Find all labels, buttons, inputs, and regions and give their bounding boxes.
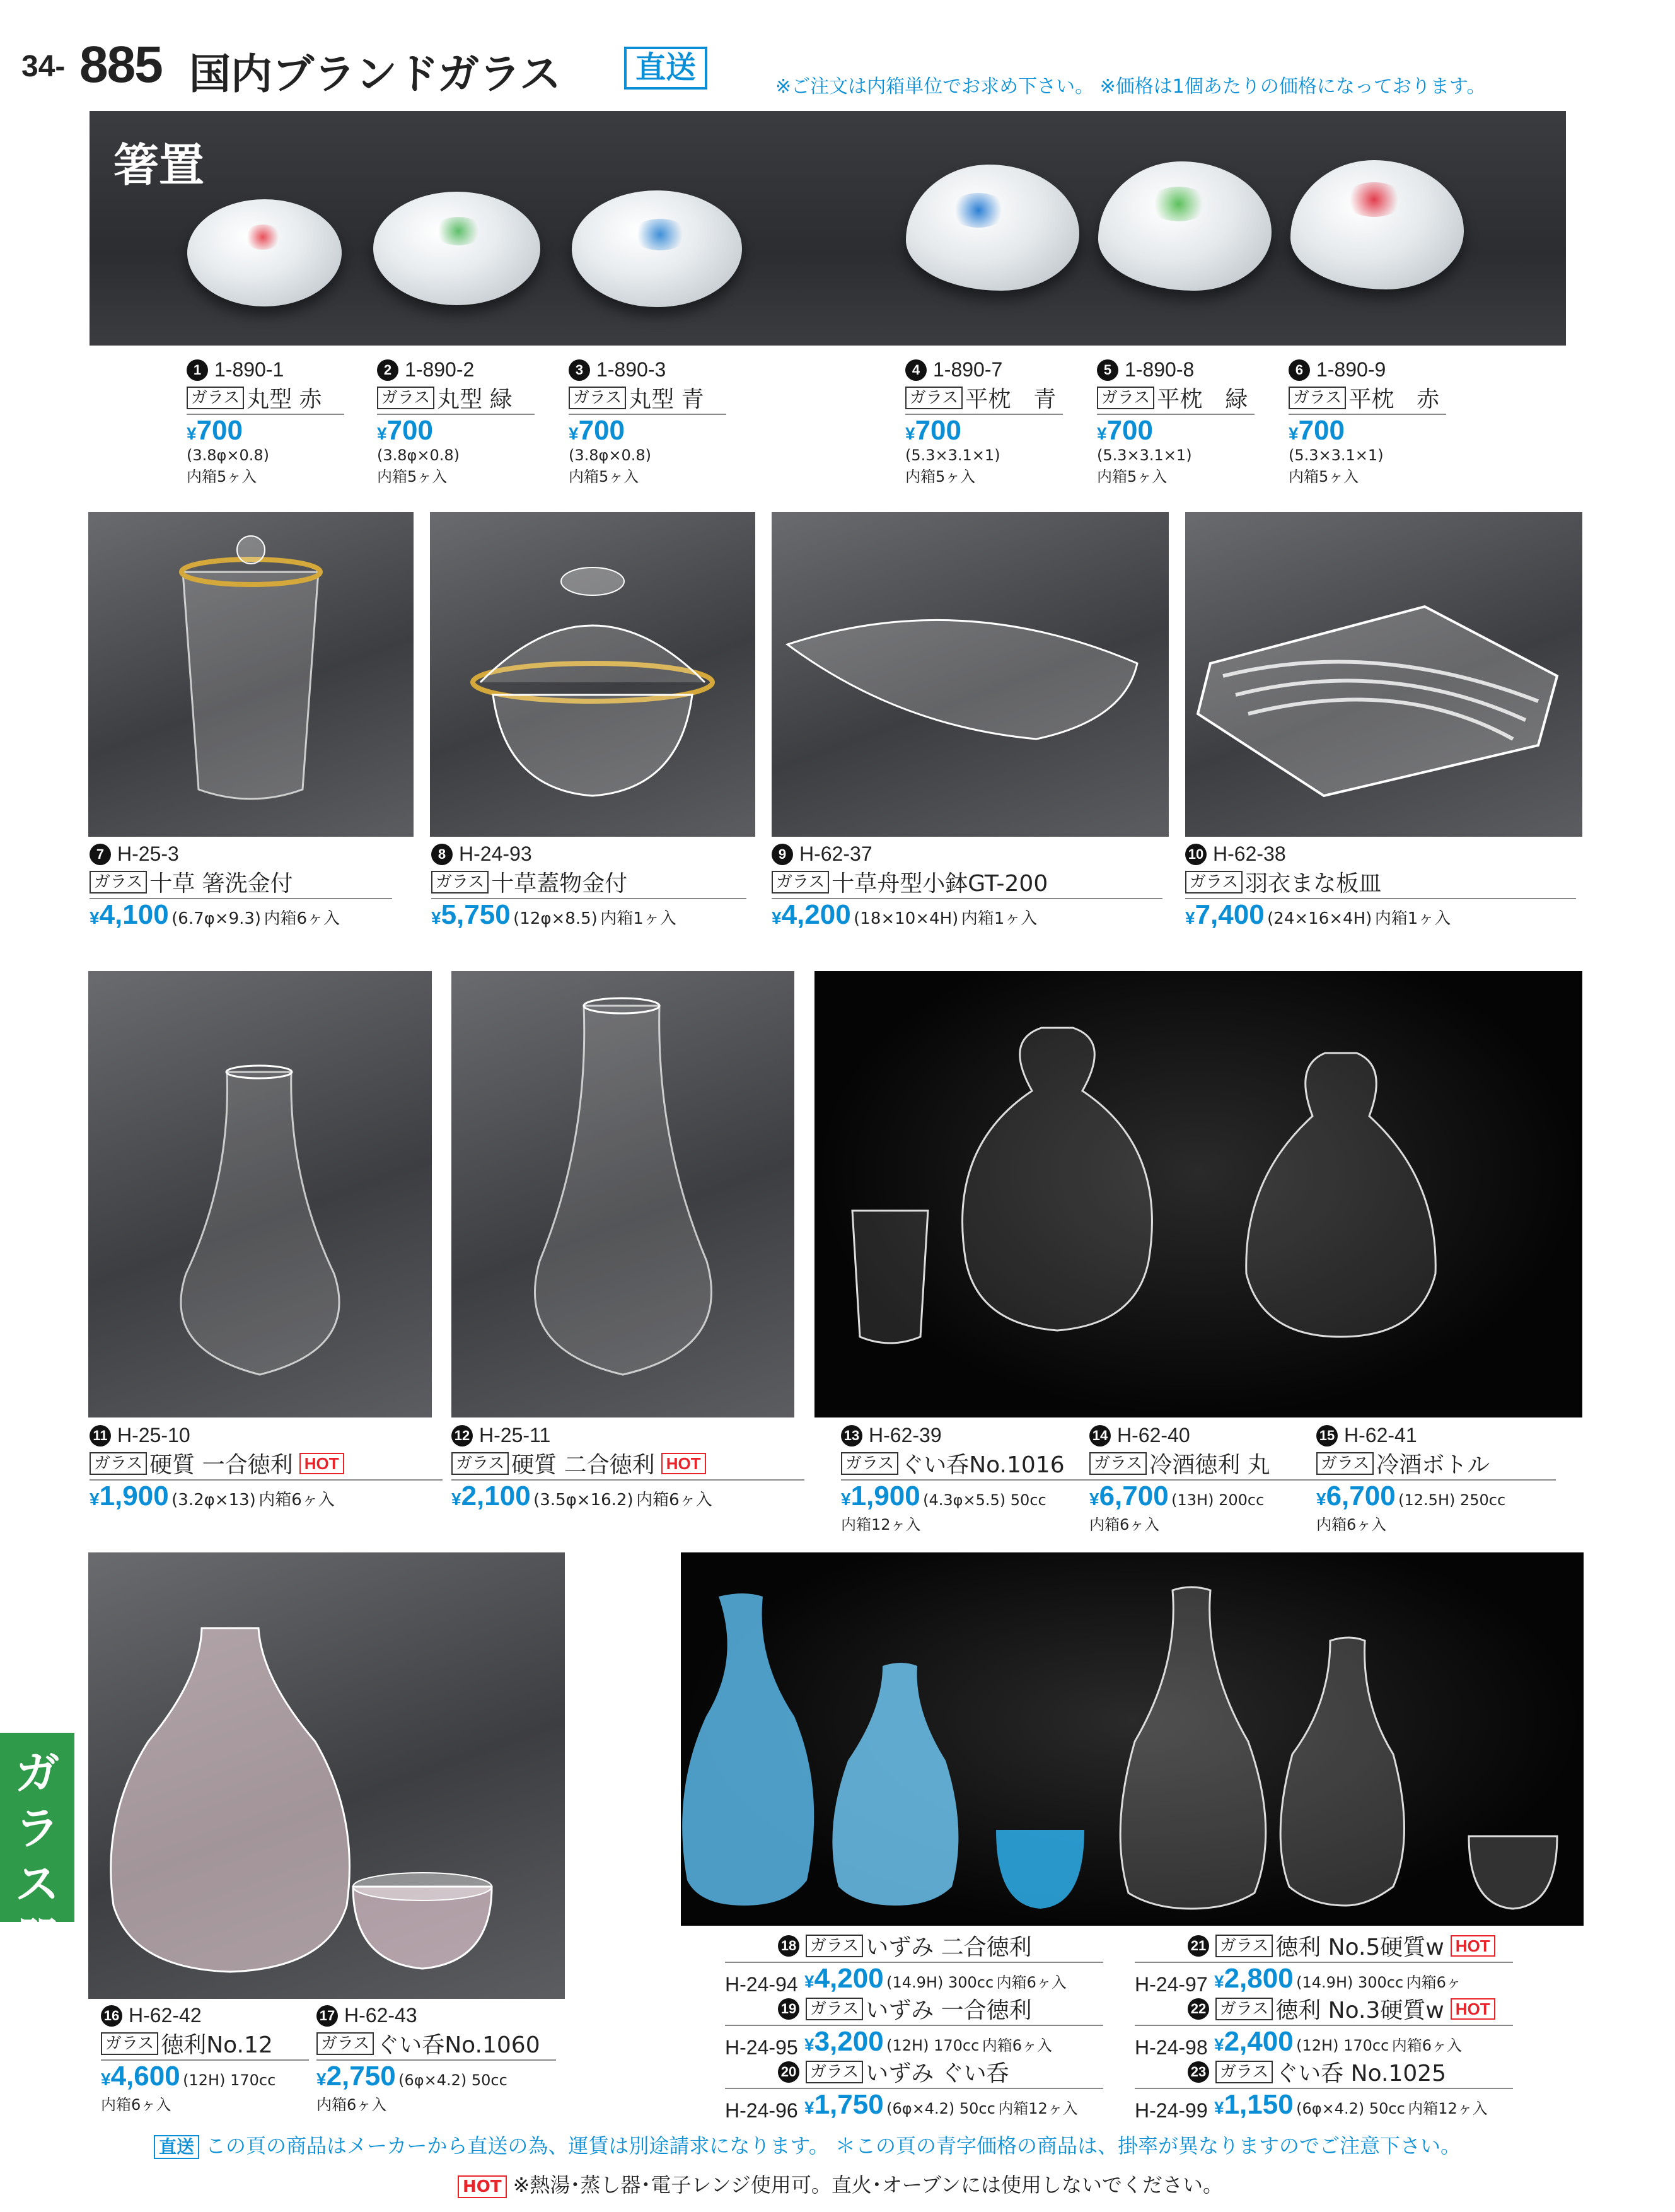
glass-tag: ガラス bbox=[569, 387, 626, 409]
photo-chopstick-rests bbox=[90, 111, 1566, 346]
product-caption-12 bbox=[451, 1424, 804, 1512]
pack-qty: 内箱6ヶ入 bbox=[264, 909, 340, 928]
product-name: 平枕 赤 bbox=[1348, 387, 1440, 412]
product-caption-19 bbox=[725, 1993, 1103, 2059]
yen-symbol: ¥ bbox=[1214, 2035, 1224, 2054]
photo-h-62-39-40-41 bbox=[814, 971, 1582, 1417]
size: (5.3×3.1×1) bbox=[1289, 446, 1384, 464]
page-title: 国内ブランドガラス bbox=[189, 50, 562, 98]
photo-h-62-38 bbox=[1185, 512, 1582, 837]
price: 1,750 bbox=[814, 2089, 884, 2120]
product-caption-20 bbox=[725, 2056, 1103, 2122]
price: 2,750 bbox=[326, 2061, 396, 2092]
yen-symbol: ¥ bbox=[804, 1972, 814, 1991]
item-number: 9 bbox=[772, 844, 793, 865]
pack-qty: 内箱6ヶ入 bbox=[258, 1491, 335, 1510]
hot-badge: HOT bbox=[299, 1453, 344, 1474]
glass-tag: ガラス bbox=[806, 2061, 863, 2083]
item-number: 2 bbox=[377, 359, 398, 381]
glass-tag: ガラス bbox=[1185, 871, 1243, 894]
price: 2,800 bbox=[1224, 1963, 1294, 1994]
product-name: 平枕 青 bbox=[965, 387, 1057, 412]
yen-symbol: ¥ bbox=[905, 424, 915, 443]
footer-line-1 bbox=[154, 2130, 1461, 2159]
product-name: 十草舟型小鉢GT-200 bbox=[832, 871, 1048, 897]
glass-tag: ガラス bbox=[1215, 1935, 1273, 1957]
price: 700 bbox=[196, 415, 243, 446]
direct-ship-badge: 直送 bbox=[624, 47, 707, 90]
product-name: 徳利No.12 bbox=[161, 2032, 273, 2058]
plate-illustration bbox=[1185, 512, 1582, 837]
item-number: 23 bbox=[1188, 2061, 1209, 2083]
price: 4,100 bbox=[99, 899, 169, 930]
product-name: 徳利 No.5硬質w bbox=[1275, 1935, 1444, 1960]
photo-h-62-42-43 bbox=[88, 1552, 565, 1999]
izumi-and-hard-glass-set-illustration bbox=[681, 1552, 1584, 1926]
glass-tag: ガラス bbox=[806, 1935, 863, 1957]
price: 700 bbox=[1106, 415, 1153, 446]
glass-tag: ガラス bbox=[377, 387, 434, 409]
pack-qty: 内箱6ヶ入 bbox=[636, 1491, 712, 1510]
product-code: H-62-39 bbox=[869, 1424, 942, 1447]
pack-qty: 内箱1ヶ入 bbox=[600, 909, 676, 928]
item-number: 13 bbox=[841, 1425, 862, 1447]
size: (6φ×4.2) 50cc bbox=[398, 2071, 507, 2089]
size: (5.3×3.1×1) bbox=[1097, 446, 1192, 464]
pink-flask-cup-illustration bbox=[88, 1552, 565, 1999]
price: 7,400 bbox=[1195, 899, 1265, 930]
yen-symbol: ¥ bbox=[101, 2069, 111, 2089]
hot-badge: HOT bbox=[1451, 1998, 1495, 2020]
price: 1,900 bbox=[99, 1481, 169, 1511]
product-caption-11 bbox=[90, 1424, 443, 1512]
price: 6,700 bbox=[1099, 1481, 1169, 1511]
item-number: 12 bbox=[451, 1425, 473, 1447]
yen-symbol: ¥ bbox=[316, 2069, 327, 2089]
product-code: H-24-95 bbox=[725, 2036, 798, 2059]
price: 700 bbox=[386, 415, 433, 446]
pack-qty: 内箱6ヶ bbox=[1406, 1974, 1461, 1991]
price: 700 bbox=[578, 415, 625, 446]
size: (12H) 170cc bbox=[183, 2071, 276, 2089]
product-caption-15 bbox=[1316, 1424, 1556, 1534]
photo-h-24-93 bbox=[430, 512, 755, 837]
lidded-bowl-illustration bbox=[430, 512, 755, 837]
pack-qty: 内箱1ヶ入 bbox=[961, 909, 1038, 928]
size: (3.8φ×0.8) bbox=[187, 446, 270, 464]
item-number: 21 bbox=[1188, 1935, 1209, 1957]
pack-qty: 内箱5ヶ入 bbox=[187, 468, 257, 486]
product-code: 1-890-8 bbox=[1125, 358, 1195, 381]
product-caption-5 bbox=[1097, 358, 1255, 486]
page-prefix: 34- bbox=[21, 50, 66, 83]
pack-qty: 内箱12ヶ入 bbox=[1408, 2100, 1488, 2117]
item-number: 4 bbox=[905, 359, 927, 381]
pack-qty: 内箱5ヶ入 bbox=[905, 468, 976, 486]
item-number: 5 bbox=[1097, 359, 1118, 381]
yen-symbol: ¥ bbox=[1214, 2098, 1224, 2117]
pack-qty: 内箱6ヶ入 bbox=[982, 2037, 1053, 2054]
product-name: 羽衣まな板皿 bbox=[1245, 871, 1382, 897]
glass-tag: ガラス bbox=[316, 2032, 374, 2055]
product-code: H-62-42 bbox=[129, 2004, 202, 2027]
product-code: H-62-41 bbox=[1344, 1424, 1417, 1447]
pack-qty: 内箱5ヶ入 bbox=[377, 468, 448, 486]
size: (5.3×3.1×1) bbox=[905, 446, 1000, 464]
yen-symbol: ¥ bbox=[431, 908, 441, 928]
sake-flask-illustration bbox=[88, 971, 432, 1417]
product-name: ぐい呑No.1016 bbox=[901, 1452, 1065, 1478]
item-number: 6 bbox=[1289, 359, 1310, 381]
product-name: ぐい呑No.1060 bbox=[376, 2032, 540, 2058]
product-caption-3 bbox=[569, 358, 726, 486]
product-caption-21 bbox=[1135, 1930, 1513, 1996]
sake-flask-large-illustration bbox=[451, 971, 794, 1417]
item-number: 17 bbox=[316, 2005, 338, 2027]
price: 2,400 bbox=[1224, 2026, 1294, 2057]
product-code: H-25-11 bbox=[479, 1424, 551, 1447]
product-caption-23 bbox=[1135, 2056, 1513, 2122]
size: (12φ×8.5) bbox=[513, 909, 598, 928]
pack-qty: 内箱6ヶ入 bbox=[101, 2096, 171, 2114]
pack-qty: 内箱6ヶ入 bbox=[1316, 1516, 1387, 1534]
price: 4,200 bbox=[814, 1963, 884, 1994]
size: (6.7φ×9.3) bbox=[171, 909, 262, 928]
product-code: H-62-40 bbox=[1117, 1424, 1190, 1447]
yen-symbol: ¥ bbox=[804, 2098, 814, 2117]
yen-symbol: ¥ bbox=[841, 1489, 851, 1509]
yen-symbol: ¥ bbox=[1097, 424, 1107, 443]
product-caption-13 bbox=[841, 1424, 1093, 1534]
size: (14.9H) 300cc bbox=[886, 1974, 994, 1991]
size: (12.5H) 250cc bbox=[1398, 1491, 1506, 1509]
yen-symbol: ¥ bbox=[569, 424, 579, 443]
product-name: 平枕 緑 bbox=[1157, 387, 1248, 412]
glass-tag: ガラス bbox=[1089, 1452, 1147, 1475]
product-caption-7 bbox=[90, 842, 392, 931]
product-code: H-62-38 bbox=[1213, 842, 1286, 865]
item-number: 3 bbox=[569, 359, 590, 381]
product-code: 1-890-3 bbox=[596, 358, 666, 381]
price: 4,600 bbox=[110, 2061, 180, 2092]
size: (6φ×4.2) 50cc bbox=[886, 2100, 995, 2117]
product-code: 1-890-1 bbox=[214, 358, 284, 381]
product-name: 十草蓋物金付 bbox=[491, 871, 628, 897]
product-code: 1-890-9 bbox=[1316, 358, 1386, 381]
price: 3,200 bbox=[814, 2026, 884, 2057]
product-name: いずみ 一合徳利 bbox=[866, 1998, 1032, 2023]
product-name: 徳利 No.3硬質w bbox=[1275, 1998, 1444, 2023]
product-code: H-25-10 bbox=[117, 1424, 190, 1447]
boat-bowl-illustration bbox=[772, 512, 1169, 837]
glass-tag: ガラス bbox=[90, 871, 147, 894]
glass-tag: ガラス bbox=[187, 387, 244, 409]
product-caption-10 bbox=[1185, 842, 1576, 931]
glass-tag: ガラス bbox=[806, 1998, 863, 2020]
pack-qty: 内箱5ヶ入 bbox=[569, 468, 639, 486]
product-caption-9 bbox=[772, 842, 1162, 931]
glass-tag: ガラス bbox=[1097, 387, 1154, 409]
item-number: 8 bbox=[431, 844, 453, 865]
pack-qty: 内箱6ヶ入 bbox=[1391, 2037, 1463, 2054]
footer-text-2: ※熱湯･蒸し器･電子レンジ使用可。直火･オーブンには使用しないでください。 bbox=[513, 2173, 1223, 2197]
product-caption-18 bbox=[725, 1930, 1103, 1996]
photo-h-25-10 bbox=[88, 971, 432, 1417]
pack-qty: 内箱5ヶ入 bbox=[1289, 468, 1359, 486]
section-label: 箸置 bbox=[113, 139, 205, 192]
size: (18×10×4H) bbox=[854, 909, 959, 928]
item-number: 15 bbox=[1316, 1425, 1338, 1447]
size: (6φ×4.2) 50cc bbox=[1296, 2100, 1405, 2117]
category-side-tab[interactable]: ガラス器 bbox=[0, 1733, 74, 1922]
product-caption-16 bbox=[101, 2004, 309, 2114]
glass-tag: ガラス bbox=[772, 871, 829, 894]
photo-h-24-94-99 bbox=[681, 1552, 1584, 1926]
product-caption-17 bbox=[316, 2004, 556, 2114]
hot-badge: HOT bbox=[661, 1453, 706, 1474]
chopstick-rest-round-green bbox=[373, 192, 540, 305]
product-name: 冷酒徳利 丸 bbox=[1149, 1452, 1270, 1478]
price: 5,750 bbox=[441, 899, 511, 930]
product-name: 丸型 青 bbox=[629, 387, 704, 412]
item-number: 19 bbox=[778, 1998, 799, 2020]
glass-cup-illustration bbox=[88, 512, 414, 837]
product-name: 硬質 二合徳利 bbox=[511, 1452, 655, 1478]
size: (12H) 170cc bbox=[886, 2037, 980, 2054]
item-number: 1 bbox=[187, 359, 208, 381]
yen-symbol: ¥ bbox=[1185, 908, 1195, 928]
yen-symbol: ¥ bbox=[90, 1489, 100, 1509]
product-name: 丸型 緑 bbox=[437, 387, 513, 412]
photo-h-62-37 bbox=[772, 512, 1169, 837]
direct-ship-tag: 直送 bbox=[154, 2135, 199, 2159]
size: (3.8φ×0.8) bbox=[569, 446, 652, 464]
yen-symbol: ¥ bbox=[377, 424, 387, 443]
product-caption-14 bbox=[1089, 1424, 1316, 1534]
chopstick-rest-pillow-green bbox=[1098, 161, 1272, 291]
price: 6,700 bbox=[1326, 1481, 1396, 1511]
photo-h-25-3 bbox=[88, 512, 414, 837]
yen-symbol: ¥ bbox=[1214, 1972, 1224, 1991]
yen-symbol: ¥ bbox=[1089, 1489, 1099, 1509]
pack-qty: 内箱6ヶ入 bbox=[316, 2096, 387, 2114]
product-name: 十草 箸洗金付 bbox=[149, 871, 293, 897]
order-notice: ※ご注文は内箱単位でお求め下さい。 ※価格は1個あたりの価格になっております。 bbox=[775, 76, 1486, 98]
glass-tag: ガラス bbox=[1215, 1998, 1273, 2020]
yen-symbol: ¥ bbox=[451, 1489, 461, 1509]
product-name: 冷酒ボトル bbox=[1376, 1452, 1490, 1478]
product-name: いずみ ぐい呑 bbox=[866, 2061, 1009, 2087]
size: (4.3φ×5.5) 50cc bbox=[923, 1491, 1046, 1509]
product-code: H-62-43 bbox=[344, 2004, 417, 2027]
product-code: H-24-97 bbox=[1135, 1973, 1208, 1996]
product-name: 丸型 赤 bbox=[246, 387, 322, 412]
glass-tag: ガラス bbox=[1215, 2061, 1273, 2083]
price: 700 bbox=[1298, 415, 1345, 446]
pack-qty: 内箱6ヶ入 bbox=[1089, 1516, 1160, 1534]
product-code: H-24-96 bbox=[725, 2099, 798, 2122]
chopstick-rest-pillow-red bbox=[1290, 160, 1464, 289]
glass-tag: ガラス bbox=[1289, 387, 1346, 409]
price: 4,200 bbox=[781, 899, 851, 930]
pack-qty: 内箱5ヶ入 bbox=[1097, 468, 1168, 486]
item-number: 18 bbox=[778, 1935, 799, 1957]
size: (12H) 170cc bbox=[1296, 2037, 1389, 2054]
item-number: 22 bbox=[1188, 1998, 1209, 2020]
item-number: 16 bbox=[101, 2005, 122, 2027]
yen-symbol: ¥ bbox=[772, 908, 782, 928]
product-code: 1-890-7 bbox=[933, 358, 1003, 381]
product-code: H-62-37 bbox=[799, 842, 872, 865]
pack-qty: 内箱12ヶ入 bbox=[841, 1516, 921, 1534]
pack-qty: 内箱12ヶ入 bbox=[998, 2100, 1078, 2117]
size: (3.5φ×16.2) bbox=[533, 1491, 634, 1510]
product-code: H-24-94 bbox=[725, 1973, 798, 1996]
yen-symbol: ¥ bbox=[1289, 424, 1299, 443]
glass-tag: ガラス bbox=[1316, 1452, 1374, 1475]
photo-h-25-11 bbox=[451, 971, 794, 1417]
item-number: 20 bbox=[778, 2061, 799, 2083]
hot-badge: HOT bbox=[1451, 1935, 1495, 1957]
item-number: 14 bbox=[1089, 1425, 1111, 1447]
price: 1,900 bbox=[850, 1481, 920, 1511]
product-code: H-25-3 bbox=[117, 842, 179, 865]
size: (3.2φ×13) bbox=[171, 1491, 256, 1510]
price: 1,150 bbox=[1224, 2089, 1294, 2120]
glass-tag: ガラス bbox=[451, 1452, 509, 1475]
item-number: 11 bbox=[90, 1425, 111, 1447]
yen-symbol: ¥ bbox=[1316, 1489, 1326, 1509]
size: (14.9H) 300cc bbox=[1296, 1974, 1404, 1991]
pack-qty: 内箱1ヶ入 bbox=[1374, 909, 1451, 928]
price: 700 bbox=[915, 415, 961, 446]
item-number: 10 bbox=[1185, 844, 1207, 865]
glass-tag: ガラス bbox=[101, 2032, 158, 2055]
product-name: ぐい呑 No.1025 bbox=[1275, 2061, 1447, 2087]
product-caption-2 bbox=[377, 358, 535, 486]
product-caption-8 bbox=[431, 842, 746, 931]
price: 2,100 bbox=[461, 1481, 531, 1511]
product-caption-22 bbox=[1135, 1993, 1513, 2059]
chopstick-rest-round-blue bbox=[572, 190, 742, 307]
product-caption-6 bbox=[1289, 358, 1446, 486]
product-caption-1 bbox=[187, 358, 344, 486]
chopstick-rest-pillow-blue bbox=[906, 165, 1079, 291]
yen-symbol: ¥ bbox=[90, 908, 100, 928]
yen-symbol: ¥ bbox=[804, 2035, 814, 2054]
footer-text-1: この頁の商品はメーカーから直送の為、運賃は別途請求になります。 ＊この頁の青字価格の商品は、掛率が異なりますのでご注意下さい。 bbox=[206, 2134, 1461, 2158]
footer-line-2 bbox=[458, 2169, 1223, 2198]
chopstick-rest-round-red bbox=[187, 199, 342, 306]
glass-tag: ガラス bbox=[905, 387, 963, 409]
size: (3.8φ×0.8) bbox=[377, 446, 460, 464]
glass-tag: ガラス bbox=[841, 1452, 898, 1475]
pack-qty: 内箱6ヶ入 bbox=[996, 1974, 1067, 1991]
hot-tag: HOT bbox=[458, 2175, 507, 2198]
product-code: H-24-93 bbox=[459, 842, 532, 865]
product-code: H-24-99 bbox=[1135, 2099, 1208, 2122]
yen-symbol: ¥ bbox=[187, 424, 197, 443]
glass-tag: ガラス bbox=[431, 871, 489, 894]
item-number: 7 bbox=[90, 844, 111, 865]
cold-sake-set-illustration bbox=[814, 971, 1582, 1417]
page-number: 885 bbox=[79, 36, 162, 93]
size: (13H) 200cc bbox=[1171, 1491, 1265, 1509]
product-code: 1-890-2 bbox=[405, 358, 475, 381]
product-name: いずみ 二合徳利 bbox=[866, 1935, 1032, 1960]
glass-tag: ガラス bbox=[90, 1452, 147, 1475]
size: (24×16×4H) bbox=[1267, 909, 1372, 928]
product-name: 硬質 一合徳利 bbox=[149, 1452, 293, 1478]
product-code: H-24-98 bbox=[1135, 2036, 1208, 2059]
product-caption-4 bbox=[905, 358, 1063, 486]
